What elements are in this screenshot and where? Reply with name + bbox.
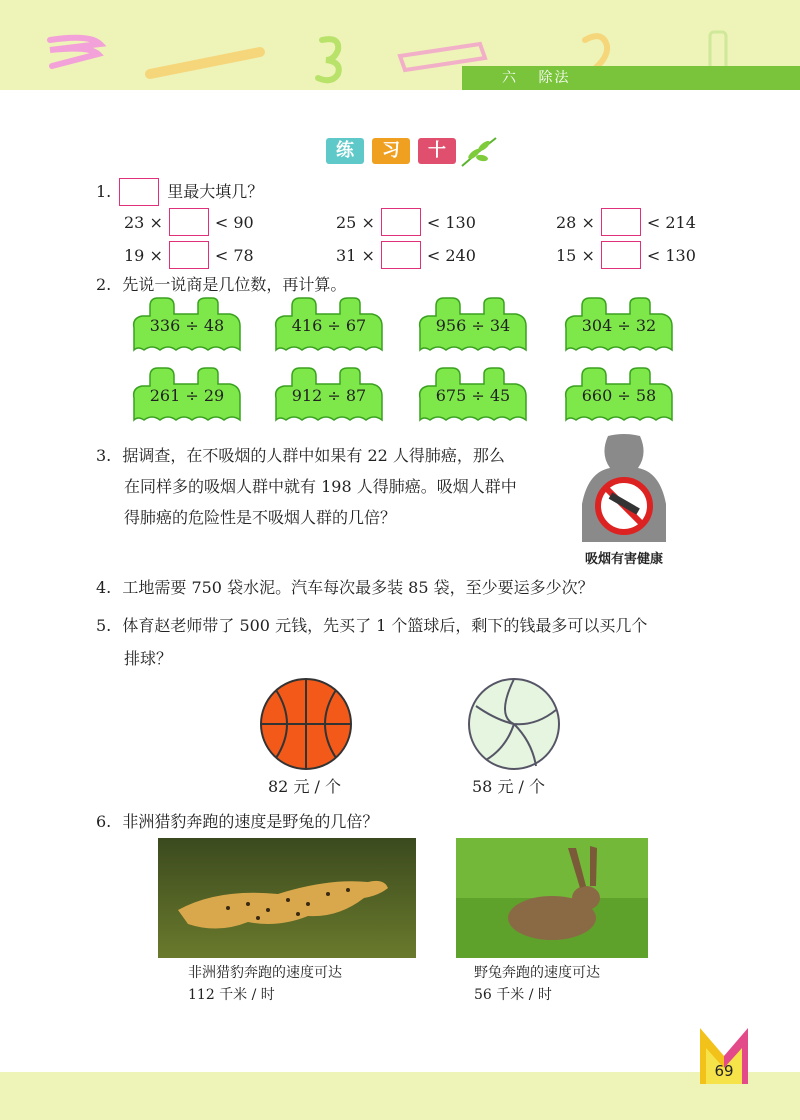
answer-box[interactable] xyxy=(381,208,421,236)
question-6-number: 6. xyxy=(96,812,112,831)
chapter-title: 除法 xyxy=(538,70,571,86)
page-number: 69 xyxy=(714,1062,734,1080)
chapter-number: 六 xyxy=(502,70,518,86)
inequality-6 xyxy=(556,241,696,269)
inequality-right: < 90 xyxy=(214,212,254,232)
division-expression: 261 ÷ 29 xyxy=(149,386,225,405)
answer-box[interactable] xyxy=(169,208,209,236)
question-6-text: 非洲猎豹奔跑的速度是野兔的几倍？ xyxy=(122,812,379,831)
division-expression: 336 ÷ 48 xyxy=(149,316,225,335)
train-expression-card xyxy=(270,364,388,424)
inequality-5 xyxy=(336,241,476,269)
train-expression-card xyxy=(128,364,246,424)
basketball-price: 82 元 / 个 xyxy=(268,777,342,796)
title-char-3: 十 xyxy=(418,138,456,164)
inequality-left: 15 × xyxy=(556,245,595,265)
inequality-left: 19 × xyxy=(124,245,163,265)
inequality-right: < 130 xyxy=(646,245,696,265)
question-3-number: 3. xyxy=(96,446,112,465)
cheetah-caption xyxy=(188,962,342,1006)
no-smoking-caption: 吸烟有害健康 xyxy=(584,552,663,567)
chapter-bar xyxy=(462,66,800,90)
answer-box[interactable] xyxy=(381,241,421,269)
inequality-right: < 78 xyxy=(214,245,254,265)
question-1-number: 1. xyxy=(96,182,112,201)
answer-box[interactable] xyxy=(601,208,641,236)
hare-caption-line-1: 野兔奔跑的速度可达 xyxy=(474,965,600,981)
question-4 xyxy=(96,577,594,599)
division-expression: 304 ÷ 32 xyxy=(581,316,657,335)
inequality-1 xyxy=(124,208,254,236)
exercise-title xyxy=(322,134,500,168)
volleyball-price: 58 元 / 个 xyxy=(472,777,546,796)
division-expression: 675 ÷ 45 xyxy=(435,386,511,405)
inequality-left: 31 × xyxy=(336,245,375,265)
question-5 xyxy=(96,609,647,675)
train-expression-card xyxy=(414,364,532,424)
cheetah-caption-line-1: 非洲猎豹奔跑的速度可达 xyxy=(188,965,342,981)
question-3-line-2: 在同样多的吸烟人群中就有 198 人得肺癌。吸烟人群中 xyxy=(124,477,517,496)
question-2-prompt xyxy=(96,274,346,296)
question-3 xyxy=(96,440,517,533)
train-expression-card xyxy=(560,294,678,354)
question-2-text: 先说一说商是几位数，再计算。 xyxy=(122,275,347,294)
inequality-left: 25 × xyxy=(336,212,375,232)
division-expression: 416 ÷ 67 xyxy=(291,316,367,335)
question-5-line-2: 排球？ xyxy=(124,649,173,668)
inequality-3 xyxy=(556,208,696,236)
basketball-icon xyxy=(258,676,354,772)
inequality-left: 28 × xyxy=(556,212,595,232)
inequality-4 xyxy=(124,241,254,269)
division-expression: 660 ÷ 58 xyxy=(581,386,657,405)
train-expression-card xyxy=(560,364,678,424)
question-3-line-3: 得肺癌的危险性是不吸烟人群的几倍？ xyxy=(124,508,397,527)
inequality-right: < 130 xyxy=(426,212,476,232)
title-char-2: 习 xyxy=(372,138,410,164)
hare-caption xyxy=(474,962,600,1006)
hare-photo xyxy=(456,838,648,958)
question-4-number: 4. xyxy=(96,578,112,597)
answer-box[interactable] xyxy=(169,241,209,269)
answer-box-legend xyxy=(119,178,159,206)
division-expression: 956 ÷ 34 xyxy=(435,316,511,335)
train-expression-card xyxy=(128,294,246,354)
question-1-prompt xyxy=(96,178,263,206)
question-3-line-1: 据调查，在不吸烟的人群中如果有 22 人得肺癌，那么 xyxy=(122,446,505,465)
leaf-sprig-icon xyxy=(460,134,500,168)
question-5-line-1: 体育赵老师带了 500 元钱，先买了 1 个篮球后，剩下的钱最多可以买几个 xyxy=(122,616,648,635)
no-smoking-image xyxy=(578,434,670,544)
cheetah-caption-line-2: 112 千米 / 时 xyxy=(188,987,275,1003)
hare-caption-line-2: 56 千米 / 时 xyxy=(474,987,552,1003)
train-expression-card xyxy=(414,294,532,354)
question-2-number: 2. xyxy=(96,275,112,294)
title-char-1: 练 xyxy=(326,138,364,164)
bottom-decorative-band xyxy=(0,1072,800,1120)
volleyball-icon xyxy=(466,676,562,772)
division-expression: 912 ÷ 87 xyxy=(291,386,367,405)
cheetah-photo xyxy=(158,838,416,958)
question-4-text: 工地需要 750 袋水泥。汽车每次最多装 85 袋，至少要运多少次？ xyxy=(122,578,594,597)
answer-box[interactable] xyxy=(601,241,641,269)
inequality-right: < 240 xyxy=(426,245,476,265)
inequality-left: 23 × xyxy=(124,212,163,232)
question-6 xyxy=(96,811,378,833)
inequality-2 xyxy=(336,208,476,236)
train-expression-card xyxy=(270,294,388,354)
question-1-text: 里最大填几？ xyxy=(167,182,264,201)
question-5-number: 5. xyxy=(96,616,112,635)
inequality-right: < 214 xyxy=(646,212,696,232)
